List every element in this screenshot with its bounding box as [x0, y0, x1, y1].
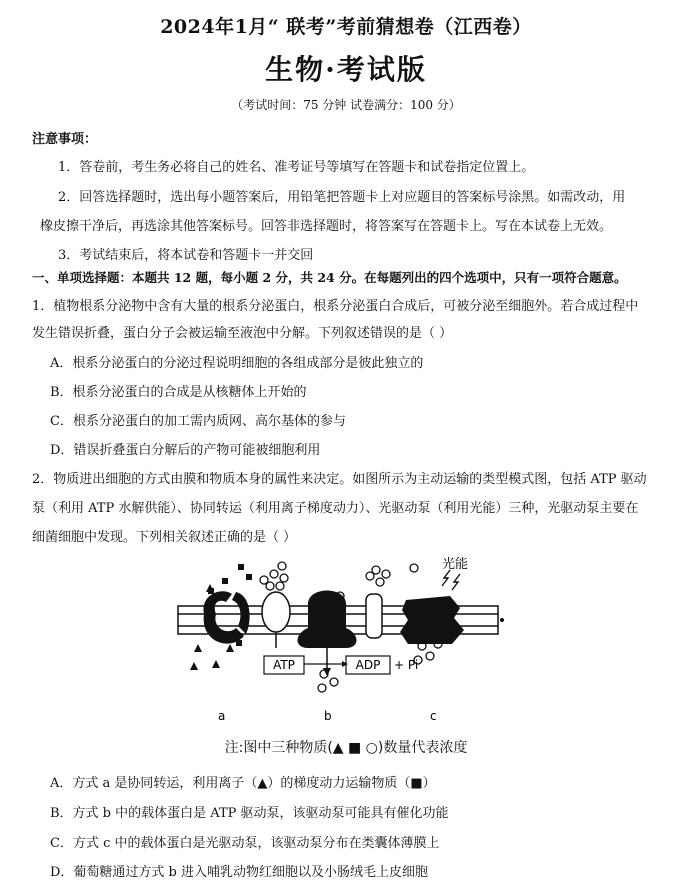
- q1-stem-line-1: 1．植物根系分泌物中含有大量的根系分泌蛋白，根系分泌蛋白合成后，可被分泌至细胞外。若合成过程中: [32, 299, 639, 314]
- light-driven-pump-protein-c: [400, 596, 464, 644]
- q1-option-d: D．错误折叠蛋白分解后的产物可能被细胞利用: [50, 443, 321, 458]
- q2-option-d: D．葡萄糖通过方式 b 进入哺乳动物红细胞以及小肠绒毛上皮细胞: [50, 865, 429, 880]
- exam-info: （考试时间：75 分钟 试卷满分：100 分）: [231, 98, 461, 112]
- atp-label: ATP: [273, 658, 295, 672]
- q2-option-a: A．方式 a 是协同转运，利用离子（▲）的梯度动力运输物质（■）: [50, 776, 436, 791]
- label-a: a: [218, 709, 226, 723]
- q1-option-c: C．根系分泌蛋白的加工需内质网、高尔基体的参与: [50, 414, 346, 429]
- cotransporter-protein-a: [203, 591, 249, 643]
- exam-title: 2024年1月“ 联考”考前猜想卷（江西卷）: [160, 16, 532, 38]
- q2-option-b: B．方式 b 中的载体蛋白是 ATP 驱动泵，该驱动泵可能具有催化功能: [50, 806, 449, 821]
- label-c: c: [430, 709, 437, 723]
- q2-option-c: C．方式 c 中的载体蛋白是光驱动泵，该驱动泵分布在类囊体薄膜上: [50, 836, 440, 851]
- q2-stem-line-2: 泵（利用 ATP 水解供能）、协同转运（利用离子梯度动力）、光驱动泵（利用光能）三种，光驱动泵主要在: [32, 501, 639, 516]
- light-energy-label: 光能: [442, 557, 469, 572]
- q1-stem-line-2: 发生错误折叠，蛋白分子会被运输至液泡中分解。下列叙述错误的是（ ）: [32, 326, 453, 341]
- q2-stem-line-3: 细菌细胞中发现。下列相关叙述正确的是（ ）: [32, 530, 297, 545]
- exam-subject-title: 生物·考试版: [265, 53, 427, 86]
- label-b: b: [324, 709, 332, 723]
- note-item-2-line-1: 2．回答选择题时，选出每小题答案后，用铅笔把答题卡上对应题目的答案标号涂黑。如需改动，用: [58, 190, 626, 205]
- figure-caption: 注:图中三种物质(▲ ■ ○)数量代表浓度: [224, 740, 468, 756]
- small-carrier-protein: [366, 594, 382, 638]
- note-item-2-line-2: 橡皮擦干净后，再选涂其他答案标号。回答非选择题时，将答案写在答题卡上。写在本试卷上无效。: [40, 219, 613, 234]
- q1-option-a: A．根系分泌蛋白的分泌过程说明细胞的各组成部分是彼此独立的: [50, 356, 424, 371]
- q1-option-b: B．根系分泌蛋白的合成是从核糖体上开始的: [50, 385, 307, 400]
- section-heading: 一、单项选择题：本题共 12 题，每小题 2 分，共 24 分。在每题列出的四个选项中，只有一项符合题意。: [32, 270, 627, 285]
- oval-carrier-protein: [262, 592, 290, 648]
- pi-label: + Pi: [394, 658, 419, 672]
- adp-label: ADP: [355, 658, 381, 672]
- note-item-3: 3．考试结束后，将本试卷和答题卡一并交回: [58, 248, 314, 263]
- light-energy-icon: [442, 570, 460, 590]
- notes-heading: 注意事项：: [32, 132, 98, 147]
- q2-stem-line-1: 2．物质进出细胞的方式由膜和物质本身的属性来决定。如图所示为主动运输的类型模式图，包括 ATP 驱动: [32, 472, 647, 487]
- active-transport-diagram: [160, 556, 520, 728]
- note-item-1: 1．答卷前，考生务必将自己的姓名、准考证号等填写在答题卡和试卷指定位置上。: [58, 160, 535, 175]
